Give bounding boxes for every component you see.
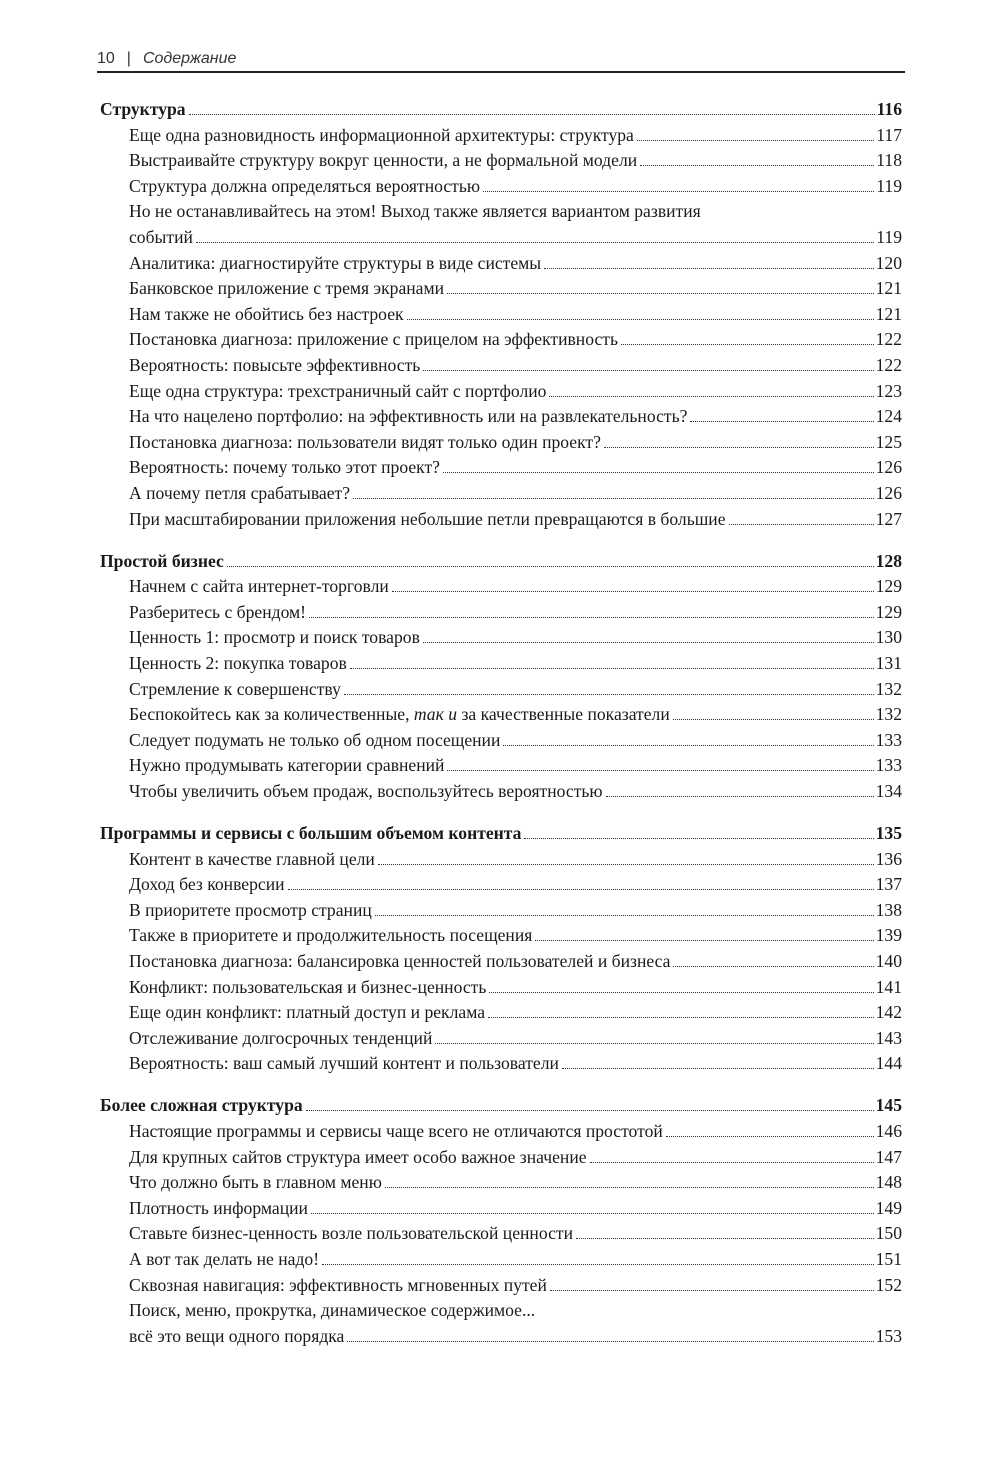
dot-leader [549, 396, 873, 397]
toc-page-number: 136 [875, 848, 902, 869]
toc-page-number: 133 [875, 729, 902, 750]
toc-entry[interactable] [100, 1026, 902, 1052]
toc-entry-title: Поиск, меню, прокрутка, динамическое содержимое... [129, 1300, 536, 1321]
toc-page-number: 137 [875, 874, 902, 895]
toc-page-number: 125 [875, 431, 902, 452]
toc-entry-title: Что должно быть в главном меню [129, 1172, 382, 1193]
dot-leader [666, 1136, 874, 1137]
toc-entry[interactable] [100, 702, 902, 728]
dot-leader [435, 1043, 873, 1044]
toc-entry-title: Сквозная навигация: эффективность мгновенных путей [129, 1274, 547, 1295]
toc-entry[interactable] [100, 404, 902, 430]
toc-page-number: 127 [875, 508, 902, 529]
toc-page-number: 124 [875, 406, 902, 427]
toc-entry[interactable] [100, 1221, 902, 1247]
toc-entry[interactable] [100, 728, 902, 754]
dot-leader [483, 191, 874, 192]
toc-entry-title: Но не останавливайтесь на этом! Выход также является вариантом развития [129, 201, 701, 222]
toc-entry-title: А вот так делать не надо! [129, 1249, 320, 1270]
dot-leader [189, 114, 875, 115]
toc-entry-title: Вероятность: повысьте эффективность [129, 354, 421, 375]
dot-leader [350, 668, 874, 669]
header-separator: | [126, 50, 131, 67]
dot-leader [288, 889, 874, 890]
dot-leader [423, 642, 874, 643]
toc-page-number: 131 [875, 652, 902, 673]
toc-entry[interactable] [100, 600, 902, 626]
toc-entry-title: Ценность 2: покупка товаров [129, 652, 347, 673]
dot-leader [322, 1264, 874, 1265]
toc-entry-title: Еще одна разновидность информационной архитектуры: структура [129, 124, 634, 145]
dot-leader [447, 293, 874, 294]
dot-leader [353, 498, 874, 499]
toc-page-number: 140 [875, 951, 902, 971]
dot-leader [378, 864, 874, 865]
toc-page-number: 129 [875, 576, 902, 597]
toc-entry-title: Программы и сервисы с большим объемом контента [100, 823, 522, 844]
toc-entry-title: Нам также не обойтись без настроек [129, 303, 404, 324]
toc-section-heading[interactable] [100, 821, 902, 847]
toc-entry-title: Вероятность: почему только этот проект? [129, 457, 440, 478]
toc-entry[interactable] [100, 327, 902, 353]
dot-leader [544, 268, 873, 269]
toc-entry[interactable] [100, 779, 902, 805]
toc-entry[interactable] [100, 753, 902, 779]
toc-entry[interactable] [100, 847, 902, 873]
toc-entry[interactable] [100, 1145, 902, 1171]
toc-entry-title: Постановка диагноза: балансировка ценностей пользователей и бизнеса [129, 951, 671, 971]
toc-page-number: 116 [876, 99, 902, 119]
toc-entry-title: Структура должна определяться вероятностью [129, 175, 481, 196]
dot-leader [590, 1162, 874, 1163]
dot-leader [311, 1213, 874, 1214]
toc-page-number: 147 [875, 1146, 902, 1167]
toc-entry-title: Ставьте бизнес-ценность возле пользовательской ценности [129, 1223, 573, 1244]
page-header [97, 47, 905, 73]
dot-leader [604, 447, 874, 448]
toc-entry[interactable] [100, 975, 902, 1001]
dot-leader [503, 745, 873, 746]
toc-entry[interactable] [100, 1273, 902, 1299]
toc-entry-title: Доход без конверсии [129, 874, 285, 895]
dot-leader [550, 1290, 874, 1291]
toc-entry[interactable] [100, 1196, 902, 1222]
toc-page-number: 117 [876, 124, 902, 145]
toc-entry-title: Стремление к совершенству [129, 678, 341, 699]
toc-entry[interactable] [100, 455, 902, 481]
toc-entry[interactable] [100, 276, 902, 302]
dot-leader [489, 992, 873, 993]
toc-page-number: 126 [875, 482, 902, 503]
toc-section [100, 1093, 902, 1349]
toc-page-number: 134 [875, 780, 902, 801]
toc-entry-title: В приоритете просмотр страниц [129, 899, 372, 920]
dot-leader [423, 370, 873, 371]
dot-leader [309, 617, 874, 618]
table-of-contents [100, 97, 902, 1366]
dot-leader [196, 242, 874, 243]
toc-entry[interactable] [100, 949, 902, 975]
toc-page-number: 135 [875, 823, 902, 844]
toc-page-number: 152 [875, 1274, 902, 1295]
toc-entry-title: Аналитика: диагностируйте структуры в виде системы [129, 252, 542, 273]
toc-page-number: 132 [875, 678, 902, 699]
dot-leader [673, 966, 873, 967]
toc-page-number: 126 [875, 457, 902, 478]
toc-section-heading[interactable] [100, 549, 902, 575]
toc-entry-title: Структура [100, 99, 186, 119]
toc-entry[interactable] [100, 574, 902, 600]
dot-leader [576, 1238, 874, 1239]
toc-section [100, 821, 902, 1077]
dot-leader [524, 838, 873, 839]
toc-entry[interactable] [100, 353, 902, 379]
toc-entry[interactable] [100, 898, 902, 924]
toc-entry-title-part: Беспокойтесь как за количественные, [129, 704, 414, 725]
toc-entry[interactable] [100, 1247, 902, 1273]
toc-entry-title: Еще один конфликт: платный доступ и реклама [129, 1002, 486, 1023]
toc-page-number: 129 [875, 601, 902, 622]
toc-entry[interactable] [100, 123, 902, 149]
dot-leader [690, 421, 873, 422]
toc-page-number: 139 [875, 925, 902, 946]
toc-entry-title-part: за качественные показатели [457, 704, 670, 725]
dot-leader [637, 140, 874, 141]
toc-entry-title: Следует подумать не только об одном посещении [129, 729, 501, 750]
toc-entry-title: Чтобы увеличить объем продаж, воспользуйтесь вероятностью [129, 780, 603, 801]
dot-leader [640, 165, 874, 166]
toc-entry-title: Постановка диагноза: пользователи видят только один проект? [129, 431, 601, 452]
dot-leader [306, 1110, 874, 1111]
toc-entry[interactable] [100, 1051, 902, 1077]
toc-entry-title: Простой бизнес [100, 550, 224, 571]
dot-leader [385, 1187, 874, 1188]
toc-page-number: 144 [875, 1053, 902, 1074]
toc-entry-title: Постановка диагноза: приложение с прицелом на эффективность [129, 329, 618, 350]
toc-page-number: 122 [875, 329, 902, 350]
toc-section [100, 97, 902, 532]
page-number: 10 [97, 50, 115, 67]
toc-entry[interactable] [100, 225, 902, 251]
toc-entry-title: Также в приоритете и продолжительность посещения [129, 925, 533, 946]
toc-entry-title: Нужно продумывать категории сравнений [129, 755, 445, 776]
toc-entry-title: Выстраивайте структуру вокруг ценности, а не формальной модели [129, 150, 638, 171]
toc-entry-title: Отслеживание долгосрочных тенденций [129, 1027, 433, 1048]
toc-page-number: 132 [875, 704, 902, 725]
toc-entry[interactable] [100, 872, 902, 898]
dot-leader [344, 694, 874, 695]
toc-page-number: 153 [875, 1325, 902, 1346]
toc-entry-title: Контент в качестве главной цели [129, 848, 375, 869]
toc-entry-title-emphasis: так и [413, 704, 458, 725]
toc-page-number: 122 [875, 354, 902, 375]
toc-page-number: 121 [875, 303, 902, 324]
toc-entry[interactable] [100, 302, 902, 328]
toc-page-number: 151 [875, 1249, 902, 1270]
toc-entry[interactable] [100, 251, 902, 277]
toc-entry[interactable] [100, 379, 902, 405]
toc-entry[interactable] [100, 507, 902, 533]
toc-page-number: 146 [875, 1121, 902, 1142]
toc-entry-line[interactable] [100, 1298, 902, 1324]
dot-leader [443, 472, 874, 473]
toc-entry-title: Начнем с сайта интернет-торговли [129, 576, 389, 597]
toc-page-number: 118 [876, 150, 902, 171]
toc-entry[interactable] [100, 148, 902, 174]
toc-page-number: 130 [875, 627, 902, 648]
dot-leader [562, 1068, 874, 1069]
toc-entry[interactable] [100, 174, 902, 200]
toc-page-number: 120 [875, 252, 902, 273]
toc-entry-line[interactable] [100, 199, 902, 225]
dot-leader [347, 1341, 873, 1342]
toc-entry[interactable] [100, 1170, 902, 1196]
dot-leader [447, 770, 873, 771]
toc-section [100, 549, 902, 805]
toc-entry-title: Настоящие программы и сервисы чаще всего не отличаются простотой [129, 1121, 663, 1142]
toc-page-number: 133 [875, 755, 902, 776]
toc-entry-title: событий [129, 226, 193, 247]
toc-page-number: 128 [875, 550, 902, 571]
toc-entry-title: Банковское приложение с тремя экранами [129, 278, 445, 299]
toc-page-number: 138 [875, 899, 902, 920]
toc-page-number: 119 [876, 226, 902, 247]
toc-page-number: 121 [875, 278, 902, 299]
toc-entry-title: При масштабировании приложения небольшие петли превращаются в большие [129, 508, 726, 529]
toc-page-number: 149 [875, 1197, 902, 1218]
toc-entry[interactable] [100, 923, 902, 949]
toc-entry-title [129, 702, 670, 728]
toc-page-number: 150 [875, 1223, 902, 1244]
toc-page-number: 148 [875, 1172, 902, 1193]
dot-leader [621, 344, 874, 345]
toc-entry[interactable] [100, 1324, 902, 1350]
toc-entry[interactable] [100, 1119, 902, 1145]
toc-page-number: 141 [875, 976, 902, 997]
dot-leader [535, 940, 873, 941]
toc-section-heading[interactable] [100, 97, 902, 123]
dot-leader [407, 319, 874, 320]
toc-entry-title: А почему петля срабатывает? [129, 482, 351, 503]
toc-entry-title: Более сложная структура [100, 1095, 303, 1116]
toc-entry-title: Плотность информации [129, 1197, 308, 1218]
toc-entry-title: На что нацелено портфолио: на эффективность или на развлекательность? [129, 406, 688, 427]
toc-page-number: 145 [875, 1095, 902, 1116]
toc-entry-title: всё это вещи одного порядка [129, 1325, 345, 1346]
toc-entry-title: Для крупных сайтов структура имеет особо важное значение [129, 1146, 587, 1167]
toc-entry-title: Вероятность: ваш самый лучший контент и пользователи [129, 1053, 559, 1074]
toc-entry[interactable] [100, 651, 902, 677]
toc-entry[interactable] [100, 430, 902, 456]
toc-section-heading[interactable] [100, 1093, 902, 1119]
toc-entry[interactable] [100, 481, 902, 507]
toc-entry-title: Конфликт: пользовательская и бизнес-ценность [129, 976, 487, 997]
dot-leader [729, 524, 874, 525]
toc-entry[interactable] [100, 677, 902, 703]
running-title: Содержание [142, 50, 237, 67]
toc-page-number: 143 [875, 1027, 902, 1048]
toc-entry[interactable] [100, 625, 902, 651]
toc-entry-title: Еще одна структура: трехстраничный сайт с портфолио [129, 380, 547, 401]
toc-entry-title: Разберитесь с брендом! [129, 601, 307, 622]
toc-page-number: 142 [875, 1002, 902, 1023]
dot-leader [488, 1017, 874, 1018]
toc-entry[interactable] [100, 1000, 902, 1026]
dot-leader [606, 796, 874, 797]
dot-leader [392, 591, 874, 592]
dot-leader [673, 719, 874, 720]
toc-page-number: 123 [875, 380, 902, 401]
dot-leader [375, 915, 874, 916]
dot-leader [227, 566, 874, 567]
toc-page-number: 119 [876, 175, 902, 196]
toc-entry-title: Ценность 1: просмотр и поиск товаров [129, 627, 420, 648]
